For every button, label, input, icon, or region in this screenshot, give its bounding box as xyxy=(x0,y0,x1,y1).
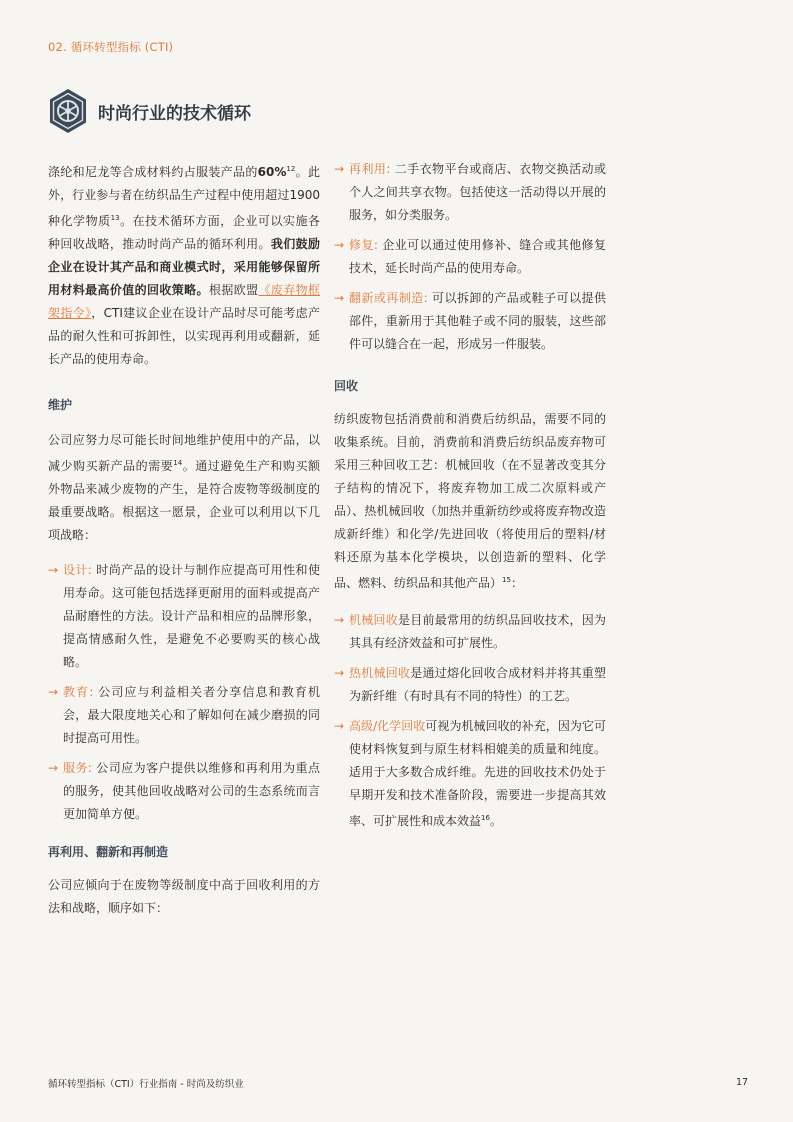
intro-paragraph xyxy=(48,158,320,371)
arrow-right-icon: → xyxy=(334,162,345,176)
maintain-heading: 维护 xyxy=(48,398,73,412)
footnote-ref[interactable]: 15 xyxy=(502,576,511,584)
hexagon-tire-icon xyxy=(48,88,88,134)
footnote-ref[interactable]: 12 xyxy=(286,165,296,173)
bullet-text: 是通过熔化回收合成材料并将其重塑为新纤维（有时具有不同的特性）的工艺。 xyxy=(349,666,606,703)
bullet-text: 时尚产品的设计与制作应提高可用性和使用寿命。这可能包括选择更耐用的面料或提高产品耐磨性的方法。设计产品和相应的品牌形象，提高情感耐久性，是避免不必要购买的核心战略。 xyxy=(63,563,320,669)
intro-percent: 60% xyxy=(257,165,287,179)
bullet-text: 是目前最常用的纺织品回收技术，因为其具有经济效益和可扩展性。 xyxy=(349,613,606,650)
bullet-text: 公司应与利益相关者分享信息和教育机会，最大限度地关心和了解如何在减少磨损的同时提高可用性。 xyxy=(63,685,320,745)
bullet-text: 公司应为客户提供以维修和再利用为重点的服务，使其他回收战略对公司的生态系统而言更加简单方便。 xyxy=(63,761,320,821)
intro-text: 。此外，行业参与者在纺织品生产过程中使用超过1900种化学物质 xyxy=(48,165,320,228)
directive-link[interactable]: 《废弃物框架指令》 xyxy=(48,283,320,320)
footnote-ref[interactable]: 16 xyxy=(481,814,490,822)
arrow-right-icon: → xyxy=(334,666,345,680)
arrow-right-icon: → xyxy=(334,291,345,305)
arrow-right-icon: → xyxy=(48,761,59,775)
page-number: 17 xyxy=(736,1077,749,1088)
intro-text: 。在技术循环方面，企业可以实施各种回收战略，推动时尚产品的循环利用。 xyxy=(48,214,320,251)
bullet-term: 修复: xyxy=(349,238,378,252)
maintain-text: 公司应努力尽可能长时间地维护使用中的产品，以减少购买新产品的需要 xyxy=(48,433,320,473)
intro-text: ，CTI建议企业在设计产品时尽可能考虑产品的耐久性和可拆卸性，以实现再利用或翻新，延长产品的使用寿命。 xyxy=(48,306,320,366)
list-item xyxy=(334,158,606,227)
bullet-term: 设计: xyxy=(63,563,92,577)
list-item xyxy=(334,609,606,655)
bullet-term: 机械回收 xyxy=(349,613,398,627)
left-column xyxy=(48,158,320,920)
bullet-text: 二手衣物平台或商店、衣物交换活动或个人之间共享衣物。包括使这一活动得以开展的服务，如分类服务。 xyxy=(349,162,606,222)
arrow-right-icon: → xyxy=(334,719,345,733)
intro-text: 涤纶和尼龙等合成材料约占服装产品的 xyxy=(48,165,258,179)
list-item xyxy=(48,757,320,826)
footnote-ref[interactable]: 14 xyxy=(173,459,183,467)
recycle-text: ： xyxy=(510,576,523,590)
bullet-text: 。 xyxy=(489,814,502,828)
bullet-term: 服务: xyxy=(63,761,92,775)
list-item xyxy=(334,287,606,356)
bullet-term: 高级/化学回收 xyxy=(349,719,426,733)
recycle-text: 纺织废物包括消费前和消费后纺织品，需要不同的收集系统。目前，消费前和消费后纺织品废弃物可采用三种回收工艺：机械回收（在不显著改变其分子结构的情况下，将废弃物加工成二次原料或产品）、热机械回收（加热并重新纺纱或将废弃物改造成新纤维）和化学/先进回收（将使用后的塑料/材料还原为基本化学模块，以创造新的塑料、化学品、燃料、纺织品和其他产品） xyxy=(334,412,606,590)
section-tag: 02. 循环转型指标 (CTI) xyxy=(48,40,174,54)
list-item xyxy=(334,715,606,833)
list-item xyxy=(334,662,606,708)
maintain-paragraph xyxy=(48,429,320,547)
arrow-right-icon: → xyxy=(334,613,345,627)
bullet-term: 翻新或再制造: xyxy=(349,291,428,305)
bullet-text: 企业可以通过使用修补、缝合或其他修复技术，延长时尚产品的使用寿命。 xyxy=(349,238,606,275)
recycle-heading: 回收 xyxy=(334,379,359,393)
list-item xyxy=(334,234,606,280)
maintain-text: 。通过避免生产和购买额外物品来减少废物的产生，是符合废物等级制度的最重要战略。根据这一愿景，企业可以利用以下几项战略： xyxy=(48,459,320,542)
list-item xyxy=(48,681,320,750)
intro-text: 根据欧盟 xyxy=(208,283,259,297)
section-heading xyxy=(48,88,251,134)
bullet-text: 可视为机械回收的补充，因为它可使材料恢复到与原生材料相媲美的质量和纯度。适用于大多数合成纤维。先进的回收技术仍处于早期开发和技术准备阶段，需要进一步提高其效率、可扩展性和成本效益 xyxy=(349,719,606,828)
recycle-paragraph xyxy=(334,408,606,595)
page-title: 时尚行业的技术循环 xyxy=(98,103,251,124)
arrow-right-icon: → xyxy=(334,238,345,252)
bullet-term: 再利用: xyxy=(349,162,391,176)
footer-title: 循环转型指标（CTI）行业指南 - 时尚及纺织业 xyxy=(48,1079,244,1090)
arrow-right-icon: → xyxy=(48,563,59,577)
intro-bold-text: 我们鼓励企业在设计其产品和商业模式时，采用能够保留所用材料最高价值的回收策略。 xyxy=(48,237,320,297)
bullet-term: 教育: xyxy=(63,685,94,699)
right-column xyxy=(334,158,606,833)
arrow-right-icon: → xyxy=(48,685,59,699)
bullet-term: 热机械回收 xyxy=(349,666,411,680)
bullet-text: 可以拆卸的产品或鞋子可以提供部件，重新用于其他鞋子或不同的服装，这些部件可以缝合在一起，形成另一件服装。 xyxy=(349,291,606,351)
footnote-ref[interactable]: 13 xyxy=(110,214,120,222)
reuse-heading: 再利用、翻新和再制造 xyxy=(48,845,169,859)
list-item xyxy=(48,559,320,674)
reuse-paragraph: 公司应倾向于在废物等级制度中高于回收利用的方法和战略，顺序如下： xyxy=(48,878,320,915)
